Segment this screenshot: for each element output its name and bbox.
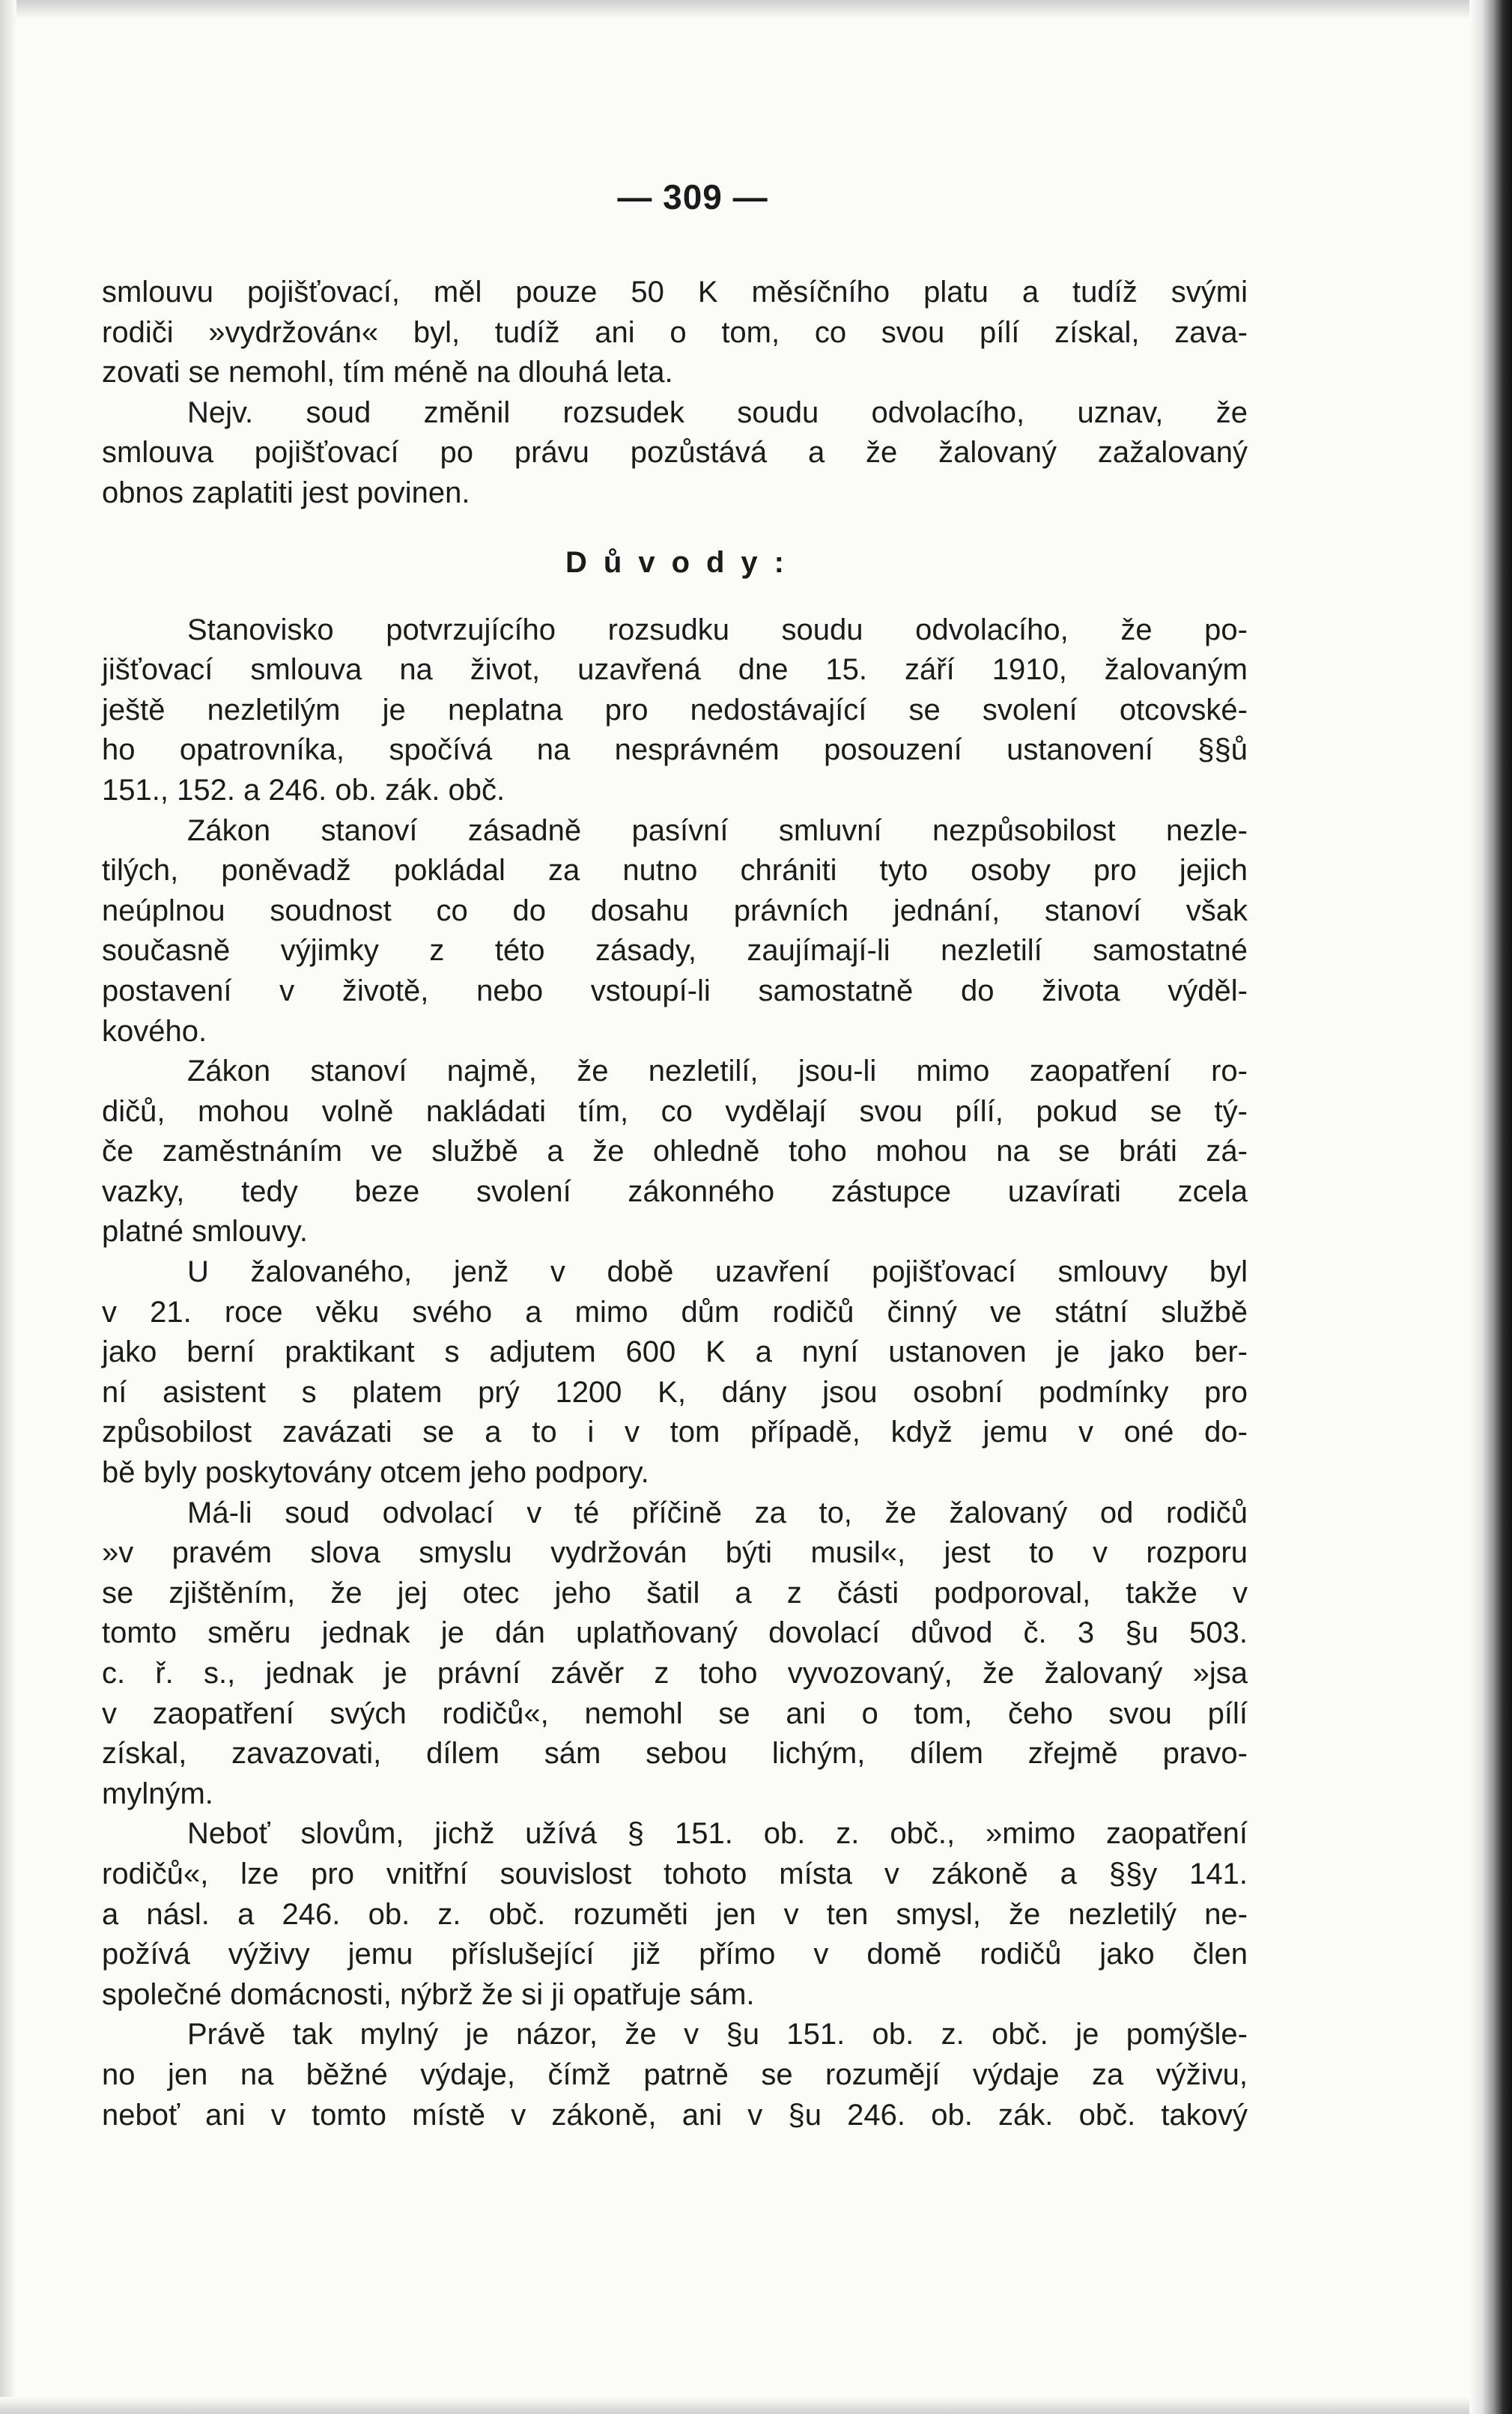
text-line: 151., 152. a 246. ob. zák. obč. — [102, 773, 505, 807]
text-line: neúplnou soudnost co do dosahu právních jednání, stanoví však — [102, 894, 1248, 927]
text-line: c. ř. s., jednak je právní závěr z toho vyvozovaný, že žalovaný »jsa — [102, 1657, 1248, 1690]
text-line: se zjištěním, že jej otec jeho šatil a z části podporoval, takže v — [102, 1576, 1248, 1610]
text-line: jišťovací smlouva na život, uzavřená dne 15. září 1910, žalovaným — [102, 653, 1248, 687]
text-line: no jen na běžné výdaje, čímž patrně se rozumějí výdaje za výživu, — [102, 2057, 1248, 2091]
text-line: platné smlouvy. — [102, 1215, 308, 1249]
text-line: získal, zavazovati, dílem sám sebou lichým, dílem zřejmě pravo- — [102, 1737, 1248, 1771]
text-line: neboť ani v tomto místě v zákoně, ani v §u 246. ob. zák. obč. takový — [102, 2098, 1248, 2132]
text-line: a násl. a 246. ob. z. obč. rozuměti jen v ten smysl, že nezletilý ne- — [102, 1897, 1248, 1931]
text-line: Právě tak mylný je názor, že v §u 151. ob. z. obč. je pomýšle- — [187, 2018, 1248, 2051]
text-line: postavení v životě, nebo vstoupí-li samostatně do života výděl- — [102, 974, 1248, 1007]
text-block-before-heading — [102, 273, 1248, 514]
text-line: če zaměstnáním ve službě a že ohledně toho mohou na se bráti zá- — [102, 1135, 1248, 1168]
body-text — [102, 273, 1248, 2135]
text-line: Nejv. soud změnil rozsudek soudu odvolacího, uznav, že — [187, 395, 1248, 429]
text-line: ho opatrovníka, spočívá na nesprávném posouzení ustanovení §§ů — [102, 733, 1248, 767]
text-line: kového. — [102, 1014, 207, 1048]
text-line: smlouva pojišťovací po právu pozůstává a že žalovaný zažalovaný — [102, 436, 1248, 470]
text-line: v zaopatření svých rodičů«, nemohl se ani o tom, čeho svou pílí — [102, 1696, 1248, 1730]
text-line: tilých, poněvadž pokládal za nutno chrániti tyto osoby pro jejich — [102, 854, 1248, 888]
text-line: ještě nezletilým je neplatna pro nedostávající se svolení otcovské- — [102, 693, 1248, 727]
text-line: Stanovisko potvrzujícího rozsudku soudu odvolacího, že po- — [187, 613, 1248, 646]
page-edge-top — [0, 0, 1512, 19]
book-spine-shadow — [1469, 0, 1512, 2414]
text-line: Neboť slovům, jichž užívá § 151. ob. z. obč., »mimo zaopatření — [187, 1817, 1248, 1851]
text-line: vazky, tedy beze svolení zákonného zástupce uzavírati zcela — [102, 1174, 1248, 1208]
text-line: bě byly poskytovány otcem jeho podpory. — [102, 1456, 649, 1490]
page-edge-left — [0, 0, 16, 2414]
text-line: ní asistent s platem prý 1200 K, dány jsou osobní podmínky pro — [102, 1375, 1248, 1409]
text-line: společné domácnosti, nýbrž že si ji opatřuje sám. — [102, 1977, 755, 2011]
text-line: současně výjimky z této zásady, zaujímají-li nezletilí samostatné — [102, 934, 1248, 968]
text-line: dičů, mohou volně nakládati tím, co vydělají svou pílí, pokud se tý- — [102, 1094, 1248, 1128]
page-edge-bottom — [0, 2397, 1512, 2414]
text-line: Má-li soud odvolací v té příčině za to, že žalovaný od rodičů — [187, 1496, 1248, 1529]
text-line: v 21. roce věku svého a mimo dům rodičů činný ve státní službě — [102, 1295, 1248, 1329]
text-line: jako berní praktikant s adjutem 600 K a nyní ustanoven je jako ber- — [102, 1335, 1248, 1369]
text-line: smlouvu pojišťovací, měl pouze 50 K měsíčního platu a tudíž svými — [102, 276, 1248, 309]
text-line: tomto směru jednak je dán uplatňovaný dovolací důvod č. 3 §u 503. — [102, 1616, 1248, 1650]
text-line: Zákon stanoví najmě, že nezletilí, jsou-li mimo zaopatření ro- — [187, 1055, 1248, 1088]
section-heading: Důvody: — [565, 545, 801, 579]
text-line: způsobilost zavázati se a to i v tom případě, když jemu v oné do- — [102, 1416, 1248, 1449]
text-line: požívá výživy jemu příslušející již přímo v domě rodičů jako člen — [102, 1938, 1248, 1971]
text-block-after-heading — [102, 610, 1248, 2136]
text-line: U žalovaného, jenž v době uzavření pojišťovací smlouvy byl — [187, 1255, 1248, 1289]
text-line: rodičů«, lze pro vnitřní souvislost tohoto místa v zákoně a §§y 141. — [102, 1857, 1248, 1890]
text-line: rodiči »vydržován« byl, tudíž ani o tom, co svou pílí získal, zava- — [102, 315, 1248, 349]
text-line: mylným. — [102, 1777, 213, 1810]
text-line: zovati se nemohl, tím méně na dlouhá leta. — [102, 356, 673, 389]
text-line: obnos zaplatiti jest povinen. — [102, 476, 470, 509]
text-line: »v pravém slova smyslu vydržován býti musil«, jest to v rozporu — [102, 1536, 1248, 1570]
page-number: — 309 — — [617, 178, 768, 216]
text-line: Zákon stanoví zásadně pasívní smluvní nezpůsobilost nezle- — [187, 813, 1248, 847]
